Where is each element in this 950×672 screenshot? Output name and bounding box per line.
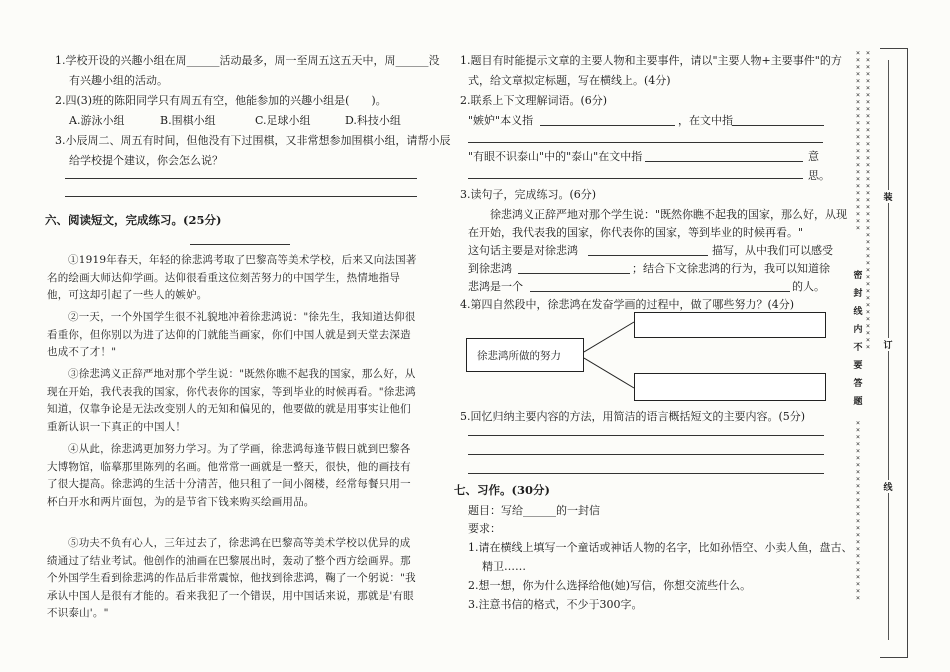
x-column-c: ××××××××××××××××××××××××××××××××××××××××××× — [865, 49, 871, 351]
r-q3-blank3[interactable] — [530, 291, 790, 292]
r-q5-line-3[interactable] — [468, 473, 824, 474]
q2-stem: 2.四(3)班的陈阳同学只有周五有空，他能参加的兴趣小组是( )。 — [55, 94, 387, 107]
passage-para-5: ⑤功夫不负有心人，三年过去了，徐悲鸿在巴黎高等美术学校以优异的成绩通过了结业考试。他创作的油画在巴黎展出时，轰动了整个西方绘画界。那个外国学生看到徐悲鸿的作品后非常震惊，他找到徐悲鸿，鞠了一个躬说："我承认中国人是很有才能的。看来我犯了一个错误，用中国话来说，那就是'有眼不识泰山'。" — [47, 537, 416, 619]
r-q3-l1b: 描写，从中我们可以感受 — [712, 244, 833, 257]
effort-source-box — [466, 338, 584, 372]
q2-option-c: C.足球小组 — [255, 114, 311, 127]
q3-answer-line-1[interactable] — [65, 178, 417, 179]
r-q3-l2b: ；结合下文徐悲鸿的行为，我可以知道徐 — [632, 262, 830, 275]
q2-option-d: D.科技小组 — [345, 114, 401, 127]
x-column-a: ×××××××××××××××××××××××××× — [855, 49, 861, 232]
r-q2-b: "有眼不识泰山"中的"泰山"在文中指 — [468, 150, 643, 163]
effort-answer-box-2[interactable] — [634, 373, 826, 401]
r-q4-stem: 4.第四自然段中，徐悲鸿在发奋学画的过程中，做了哪些努力？(4分) — [460, 298, 795, 311]
r-q2-a-blank1[interactable] — [540, 125, 675, 126]
r-q3-l1a: 这句话主要是对徐悲鸿 — [468, 244, 578, 257]
essay-req-1a: 1.请在横线上填写一个童话或神话人物的名字，比如孙悟空、小卖人鱼，盘古、 — [468, 541, 853, 554]
r-q2-a-blank3[interactable] — [468, 142, 823, 143]
r-q2-b-blank2[interactable] — [468, 178, 803, 179]
r-q2-b3: 思。 — [808, 169, 830, 182]
q3-answer-line-2[interactable] — [65, 196, 417, 197]
essay-requirements: 要求： — [468, 522, 501, 535]
r-q2-a2: ，在文中指 — [678, 114, 733, 127]
seal-char-2: 封 — [853, 289, 863, 299]
r-q3-l2a: 到徐悲鸿 — [468, 262, 512, 275]
q1-line2: 有兴趣小组的活动。 — [69, 74, 168, 87]
seal-char-5: 不 — [853, 343, 863, 353]
seal-char-8: 题 — [853, 397, 863, 407]
essay-title: 题目：写给______的一封信 — [468, 504, 600, 517]
r-q2-b-blank1[interactable] — [645, 161, 803, 162]
seal-char-6: 要 — [853, 361, 863, 371]
q2-option-b: B.围棋小组 — [160, 114, 216, 127]
r-q2-b2: 意 — [808, 150, 819, 163]
q3-line1: 3.小辰周二、周五有时间，但他没有下过围棋，又非常想参加围棋小组，请帮小辰 — [55, 134, 451, 147]
essay-req-1b: 精卫…… — [482, 560, 526, 573]
passage-para-4: ④从此，徐悲鸿更加努力学习。为了学画，徐悲鸿每逢节假日就到巴黎各大博物馆，临摹那里陈列的名画。他常常一画就是一整天，很快，他的画技有了很大提高。徐悲鸿的生活十分清苦，他只租了一间小阁楼，经常每餐只用一杯白开水和两片面包，为的是节省下钱来购买绘画用品。 — [47, 443, 411, 508]
r-q3-stem: 3.读句子，完成练习。(6分) — [460, 188, 597, 201]
essay-req-3: 3.注意书信的格式，不少于300字。 — [468, 598, 643, 611]
passage-para-2: ②一天，一个外国学生很不礼貌地冲着徐悲鸿说："徐先生，我知道达仰很看重你，但你别以为进了达仰的门就能当画家，你们中国人就是到天堂去深造也成不了才！" — [47, 311, 416, 358]
r-q1-line2: 式，给文章拟定标题，写在横线上。(4分) — [468, 74, 671, 87]
r-q5-line-2[interactable] — [468, 454, 824, 455]
r-q2-stem: 2.联系上下文理解词语。(6分) — [460, 94, 608, 107]
title-answer-line[interactable] — [190, 244, 290, 245]
seal-char-7: 答 — [853, 379, 863, 389]
label-zhuang: 装 — [882, 190, 894, 203]
r-q3-l3b: 的人。 — [792, 280, 825, 293]
seal-char-1: 密 — [853, 271, 863, 281]
section7-heading: 七、习作。(30分) — [454, 483, 550, 497]
r-q3-blank1[interactable] — [588, 255, 708, 256]
r-q3-quote2: 在开始，我代表我的国家，你代表你的国家，等到毕业的时候再看。" — [468, 226, 804, 239]
q3-line2: 给学校提个建议，你会怎么说？ — [69, 154, 223, 167]
seal-char-3: 线 — [853, 307, 863, 317]
passage-para-1: ①1919年春天，年轻的徐悲鸿考取了巴黎高等美术学校，后来又向法国著名的绘画大师达仰学画。达仰很看重这位刻苦努力的中国学生，热情地指导他，可这却引起了一些人的嫉妒。 — [47, 254, 417, 301]
binding-strip — [846, 40, 946, 660]
r-q1-line1: 1.题目有时能提示文章的主要人物和主要事件，请以"主要人物+主要事件"的方 — [460, 54, 842, 67]
r-q5-stem: 5.回忆归纳主要内容的方法，用简洁的语言概括短文的主要内容。(5分) — [460, 410, 806, 423]
r-q3-l3a: 悲鸿是一个 — [468, 280, 523, 293]
section6-heading: 六、阅读短文，完成练习。(25分) — [45, 213, 222, 227]
r-q2-a: "嫉妒"本义指 — [468, 114, 534, 127]
label-ding: 订 — [882, 338, 894, 351]
effort-source-label: 徐悲鸿所做的努力 — [477, 350, 561, 362]
essay-req-2: 2.想一想，你为什么选择给他(她)写信，你想交流些什么。 — [468, 579, 752, 592]
seal-char-4: 内 — [853, 325, 863, 335]
r-q3-blank2[interactable] — [518, 273, 630, 274]
effort-answer-box-1[interactable] — [634, 312, 826, 338]
label-xian: 线 — [882, 480, 894, 493]
q1-line1: 1.学校开设的兴趣小组在周______活动最多，周一至周五这五天中，周______没 — [55, 54, 440, 67]
r-q5-line-1[interactable] — [468, 435, 824, 436]
r-q3-quote1: 徐悲鸿义正辞严地对那个学生说："既然你瞧不起我的国家，那么好，从现 — [490, 208, 848, 221]
x-column-b: ×××××××××××××××××××××××××× — [855, 419, 861, 602]
r-q2-a-blank2[interactable] — [732, 125, 824, 126]
binding-bracket — [880, 48, 908, 658]
passage-para-3: ③徐悲鸿义正辞严地对那个学生说："既然你瞧不起我的国家，那么好，从现在开始，我代表我的国家，你代表你的国家，等到毕业的时候再看。"徐悲鸿知道，仅靠争论是无法改变别人的无知和偏见的，他要做的就是用事实让他们重新认识一下真正的中国人！ — [47, 368, 416, 433]
q2-option-a: A.游泳小组 — [69, 114, 125, 127]
